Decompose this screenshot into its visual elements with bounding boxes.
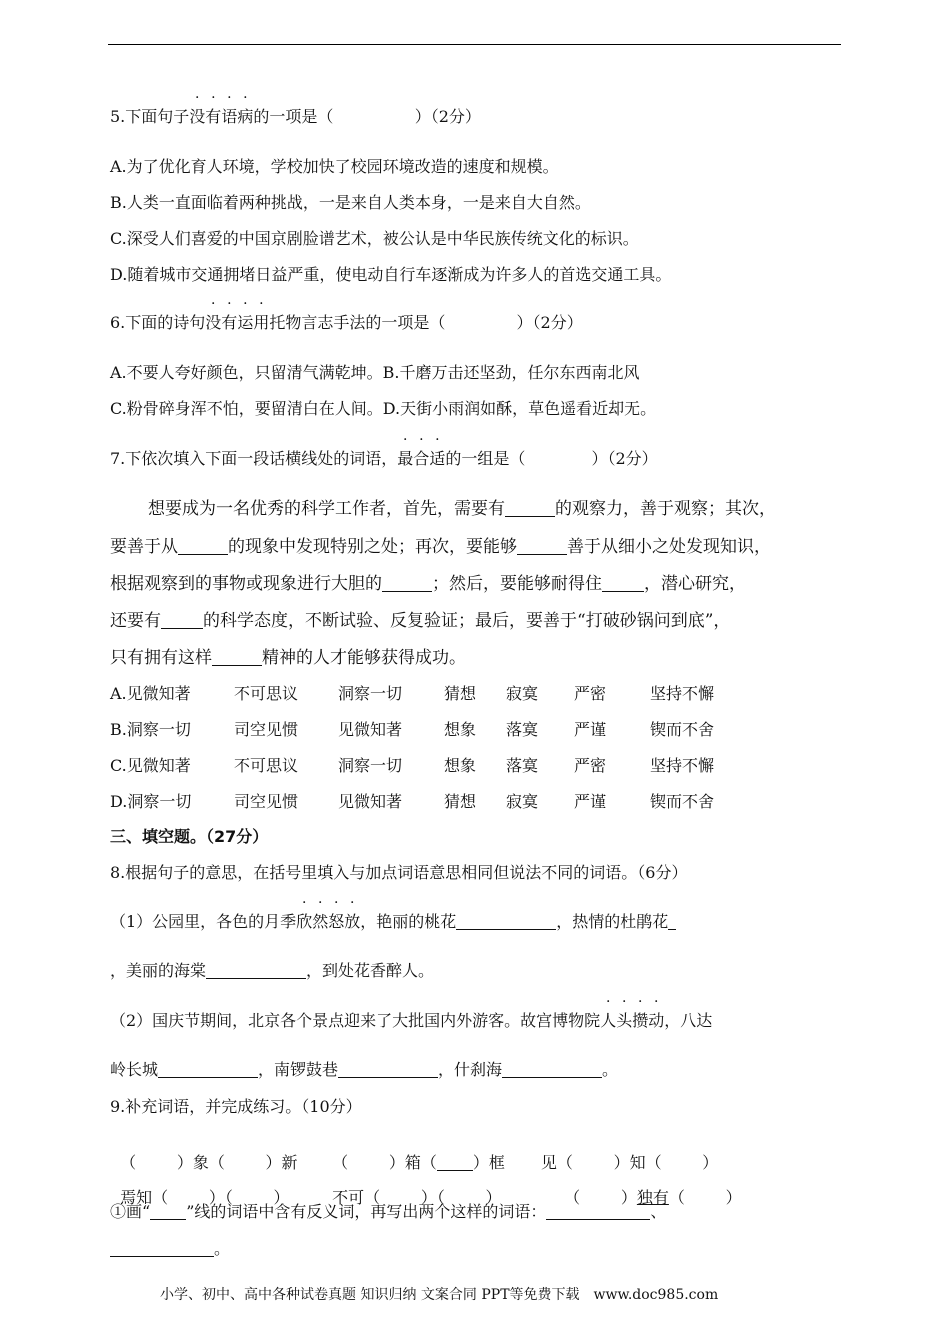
fill-blank[interactable] [602, 575, 644, 592]
passage-text: 善于从细小之处发现知识， [567, 537, 771, 557]
idiom-blank[interactable]: ）框 [472, 1153, 505, 1172]
q7-option-a [110, 683, 714, 705]
q7-passage-line-5 [110, 647, 466, 669]
sentence-text: ，美丽的海棠 [110, 961, 207, 980]
option-word: 坚持不懈 [650, 684, 715, 703]
fill-blank[interactable] [382, 575, 432, 592]
sentence-text: ，艳丽的桃花 [360, 912, 457, 931]
option-word: 寂寞 [506, 792, 539, 811]
dotted-char: 没 [189, 107, 206, 126]
option-word: 司空见惯 [234, 792, 299, 811]
q7-stem-pre: 7.下依次填入下面一段话横线处的词语， [110, 449, 398, 468]
q6-option-cd: C.粉骨碎身浑不怕，要留清白在人间。D.天街小雨润如酥，草色遥看近却无。 [110, 399, 657, 418]
option-word: 寂寞 [506, 684, 539, 703]
fill-blank[interactable] [517, 538, 567, 555]
q8-stem: 8.根据句子的意思，在括号里填入与加点词语意思相同但说法不同的词语。（6分） [110, 863, 688, 882]
dotted-char: 最 [397, 449, 414, 468]
option-word: 严谨 [574, 792, 607, 811]
task-text: 、 [650, 1202, 667, 1221]
passage-text: 精神的人才能够获得成功。 [262, 648, 466, 668]
passage-text: ；然后，要能够耐得住 [432, 574, 602, 594]
dotted-char: 语 [221, 107, 238, 126]
fill-blank[interactable] [178, 538, 228, 555]
option-word: 见微知著 [338, 720, 403, 739]
passage-text: 要善于从 [110, 537, 178, 557]
q6-stem-pre: 6.下面的诗句 [110, 313, 206, 332]
task-text: ①画“ [110, 1202, 151, 1221]
passage-text: ，潜心研究， [644, 574, 746, 594]
dotted-char: 病 [237, 107, 254, 126]
q8-sentence-1 [110, 911, 676, 933]
section-title: 三、填空题。（27分） [110, 827, 269, 846]
q9-task-1 [110, 1201, 666, 1223]
option-word: A.见微知著 [110, 684, 191, 703]
q9-task-1-cont [110, 1238, 230, 1260]
underline-sample [150, 1203, 186, 1220]
dotted-char: 动 [648, 1011, 665, 1030]
option-word: 坚持不懈 [650, 756, 715, 775]
fill-blank[interactable] [206, 962, 306, 979]
passage-text: 还要有 [110, 611, 161, 631]
option-word: 想象 [444, 720, 477, 739]
passage-text: 想要成为一名优秀的科学工作者，首先，需要有 [148, 499, 505, 519]
option-word: 不可思议 [234, 684, 299, 703]
dotted-char: 有 [221, 313, 238, 332]
q7-passage-line-1 [148, 498, 776, 520]
fill-blank[interactable] [158, 1061, 258, 1078]
fill-blank[interactable] [110, 1240, 214, 1257]
q7-stem-post: 的一组是（ ）（2分） [445, 449, 658, 468]
dotted-char: 有 [205, 107, 222, 126]
option-word: 想象 [444, 756, 477, 775]
top-rule [108, 44, 841, 45]
dotted-char: 放 [344, 912, 361, 931]
sentence-text: 岭长城 [110, 1060, 159, 1079]
option-word: 严密 [574, 684, 607, 703]
dotted-char: 然 [312, 912, 329, 931]
option-word: 落寞 [506, 720, 539, 739]
option-word: 不可思议 [234, 756, 299, 775]
task-text: 。 [214, 1239, 231, 1258]
option-word: 严密 [574, 756, 607, 775]
sentence-text: ，八达 [664, 1011, 713, 1030]
q7-passage-line-2 [110, 536, 771, 558]
option-word: 严谨 [574, 720, 607, 739]
dotted-char: 适 [429, 449, 446, 468]
idiom-blank[interactable]: 见（ ）知（ ） [540, 1153, 719, 1172]
fill-blank[interactable] [505, 500, 555, 517]
option-word: C.见微知著 [110, 756, 191, 775]
q7-stem [110, 448, 658, 470]
idiom-blank[interactable]: （ ） [668, 1188, 742, 1207]
option-word: 锲而不舍 [650, 792, 715, 811]
page-footer [160, 1284, 718, 1304]
q5-option-c: C.深受人们喜爱的中国京剧脸谱艺术，被公认是中华民族传统文化的标识。 [110, 229, 639, 248]
footer-url[interactable]: www.doc985.com [593, 1287, 719, 1303]
fill-blank[interactable] [546, 1203, 650, 1220]
q7-option-b [110, 719, 714, 741]
option-word: 锲而不舍 [650, 720, 715, 739]
dotted-char: 没 [205, 313, 222, 332]
idiom-blank[interactable]: 焉知（ ）（ ） [120, 1188, 290, 1207]
q8-sentence-2 [110, 1010, 712, 1032]
option-word: 见微知著 [338, 792, 403, 811]
sentence-text: （1）公园里，各色的月季 [110, 912, 297, 931]
q5-option-d: D.随着城市交通拥堵日益严重，使电动自行车逐渐成为许多人的首选交通工具。 [110, 265, 672, 284]
fill-blank[interactable] [161, 612, 203, 629]
passage-text: 的科学态度，不断试验、反复验证；最后，要善于“打破砂锅问到底”， [203, 611, 731, 631]
q5-option-b: B.人类一直面临着两种挑战，一是来自人类本身，一是来自大自然。 [110, 193, 591, 212]
q6-stem-post: 托物言志手法的一项是（ ）（2分） [269, 313, 583, 332]
idiom-blank[interactable]: 不可（ ）（ ） [332, 1188, 502, 1207]
q7-option-c [110, 755, 714, 777]
underlined-word: 独有 [636, 1188, 669, 1207]
fill-blank[interactable] [502, 1061, 602, 1078]
option-word: 落寞 [506, 756, 539, 775]
q9-stem: 9.补充词语，并完成练习。（10分） [110, 1097, 362, 1116]
dotted-char: 人 [600, 1011, 617, 1030]
q5-stem-post: 的一项是（ ）（2分） [253, 107, 481, 126]
dotted-char: 欣 [296, 912, 313, 931]
fill-blank[interactable] [212, 649, 262, 666]
passage-text: 的观察力，善于观察；其次， [555, 499, 776, 519]
fill-blank[interactable] [456, 913, 556, 930]
option-word: 司空见惯 [234, 720, 299, 739]
sentence-text: ，什刹海 [438, 1060, 503, 1079]
q8-sentence-1-cont [110, 960, 434, 982]
q6-stem [110, 312, 583, 334]
option-word: 猜想 [444, 684, 477, 703]
fill-blank[interactable] [338, 1061, 438, 1078]
fill-blank[interactable] [668, 913, 676, 930]
sentence-text: ，到处花香醉人。 [306, 961, 435, 980]
q5-option-a: A.为了优化育人环境，学校加快了校园环境改造的速度和规模。 [110, 157, 559, 176]
option-word: 洞察一切 [338, 756, 403, 775]
passage-text: 根据观察到的事物或现象进行大胆的 [110, 574, 382, 594]
idiom-blank[interactable]: （ ）象（ ）新 [120, 1153, 298, 1172]
q7-passage-line-3 [110, 573, 746, 595]
option-word: B.洞察一切 [110, 720, 191, 739]
q7-passage-line-4 [110, 610, 730, 632]
option-word: 猜想 [444, 792, 477, 811]
sentence-text: ，热情的杜鹃花 [556, 912, 669, 931]
idiom-blank[interactable]: （ ） [564, 1188, 637, 1207]
dotted-char: 攒 [632, 1011, 649, 1030]
task-text: ”线的词语中含有反义词，再写出两个这样的词语： [186, 1202, 547, 1221]
dotted-char: 合 [413, 449, 430, 468]
sentence-text: （2）国庆节期间，北京各个景点迎来了大批国内外游客。故宫博物院 [110, 1011, 601, 1030]
q5-stem [110, 106, 481, 128]
passage-text: 只有拥有这样 [110, 648, 212, 668]
dotted-char: 用 [253, 313, 270, 332]
sentence-text: 。 [602, 1060, 619, 1079]
q7-option-d [110, 791, 714, 813]
passage-text: 的现象中发现特别之处；再次，要能够 [228, 537, 517, 557]
q8-sentence-2-cont [110, 1059, 618, 1081]
footer-text: 小学、初中、高中各种试卷真题 知识归纳 文案合同 PPT等免费下载 [160, 1287, 580, 1303]
dotted-char: 头 [616, 1011, 633, 1030]
dotted-char: 怒 [328, 912, 345, 931]
option-word: D.洞察一切 [110, 792, 192, 811]
sentence-text: ，南锣鼓巷 [258, 1060, 339, 1079]
option-word: 洞察一切 [338, 684, 403, 703]
q6-option-ab: A.不要人夸好颜色，只留清气满乾坤。B.千磨万击还坚劲，任尔东西南北风 [110, 363, 640, 382]
q5-stem-pre: 5.下面句子 [110, 107, 190, 126]
idiom-blank[interactable]: （ ）箱（ [332, 1153, 437, 1172]
dotted-char: 运 [237, 313, 254, 332]
